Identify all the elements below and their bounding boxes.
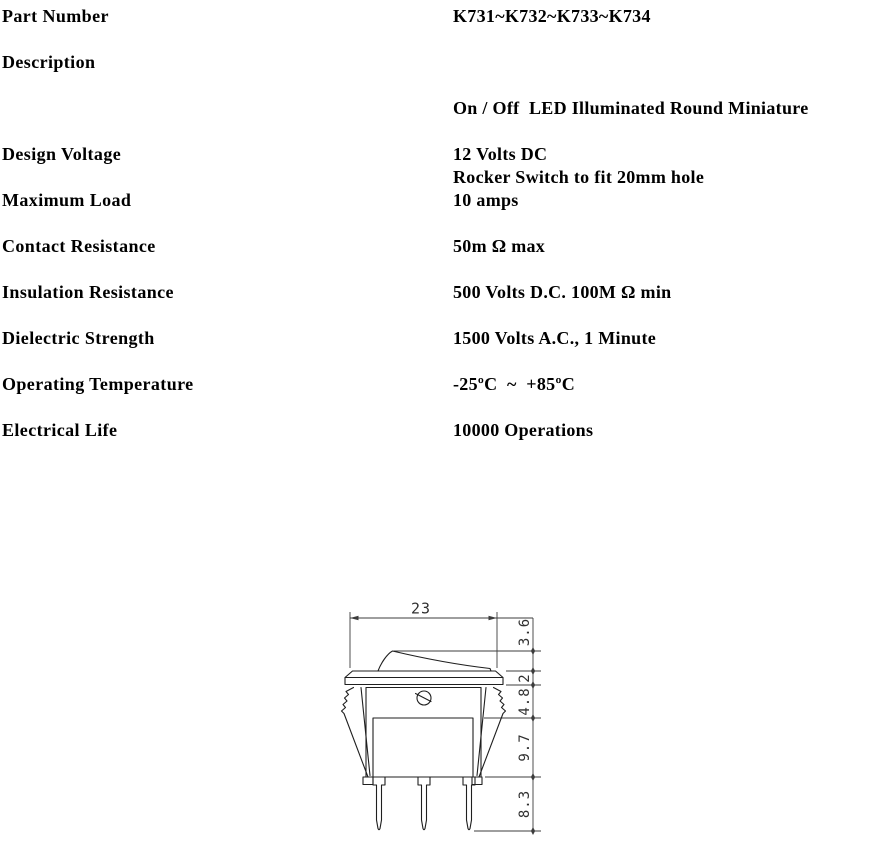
base-foot-right [472, 778, 482, 785]
dim-label-actuator-height: 3.6 [517, 617, 533, 647]
dimension-extension-lines [350, 612, 541, 831]
technical-drawing [335, 590, 550, 844]
spec-value: K731~K732~K733~K734 [453, 6, 651, 26]
spec-label: Contact Resistance [2, 236, 156, 256]
spec-label: Maximum Load [2, 190, 132, 210]
dim-label-terminal-length: 8.3 [517, 789, 533, 819]
dim-label-width: 23 [410, 599, 432, 618]
spec-value: -25ºC ~ +85ºC [453, 374, 575, 394]
spec-label: Part Number [2, 6, 109, 26]
spec-value-line2: Rocker Switch to fit 20mm hole [453, 167, 705, 187]
spec-value: 10000 Operations [453, 420, 594, 440]
screw-slot-icon [416, 691, 432, 705]
rocker-actuator [378, 651, 491, 671]
dim-label-upper-body: 4.8 [517, 687, 533, 716]
spec-value-line1: On / Off LED Illuminated Round Miniature [453, 98, 809, 118]
terminal-pin-right [463, 778, 475, 830]
spec-value: 12 Volts DC [453, 144, 548, 164]
spec-label: Insulation Resistance [2, 282, 174, 302]
spec-value: 500 Volts D.C. 100M Ω min [453, 282, 672, 302]
spec-label: Description [2, 52, 96, 72]
dimension-width [350, 600, 533, 621]
spec-value: 1500 Volts A.C., 1 Minute [453, 328, 657, 348]
spec-value: 50m Ω max [453, 236, 546, 256]
dim-label-body-depth: 9.7 [517, 733, 533, 762]
spec-value: 10 amps [453, 190, 519, 210]
base-foot-left [363, 778, 373, 785]
upper-body [366, 688, 481, 778]
rocker-switch-side-view [342, 651, 506, 830]
spec-label: Operating Temperature [2, 374, 194, 394]
dimension-chain-vertical [517, 618, 535, 835]
lower-body [373, 718, 473, 777]
spec-label: Design Voltage [2, 144, 122, 164]
terminal-pin-center [418, 778, 430, 830]
spec-label: Dielectric Strength [2, 328, 155, 348]
dim-label-bezel-thickness: 2 [517, 673, 533, 683]
spec-label: Electrical Life [2, 420, 118, 440]
terminal-pin-left [373, 778, 385, 830]
